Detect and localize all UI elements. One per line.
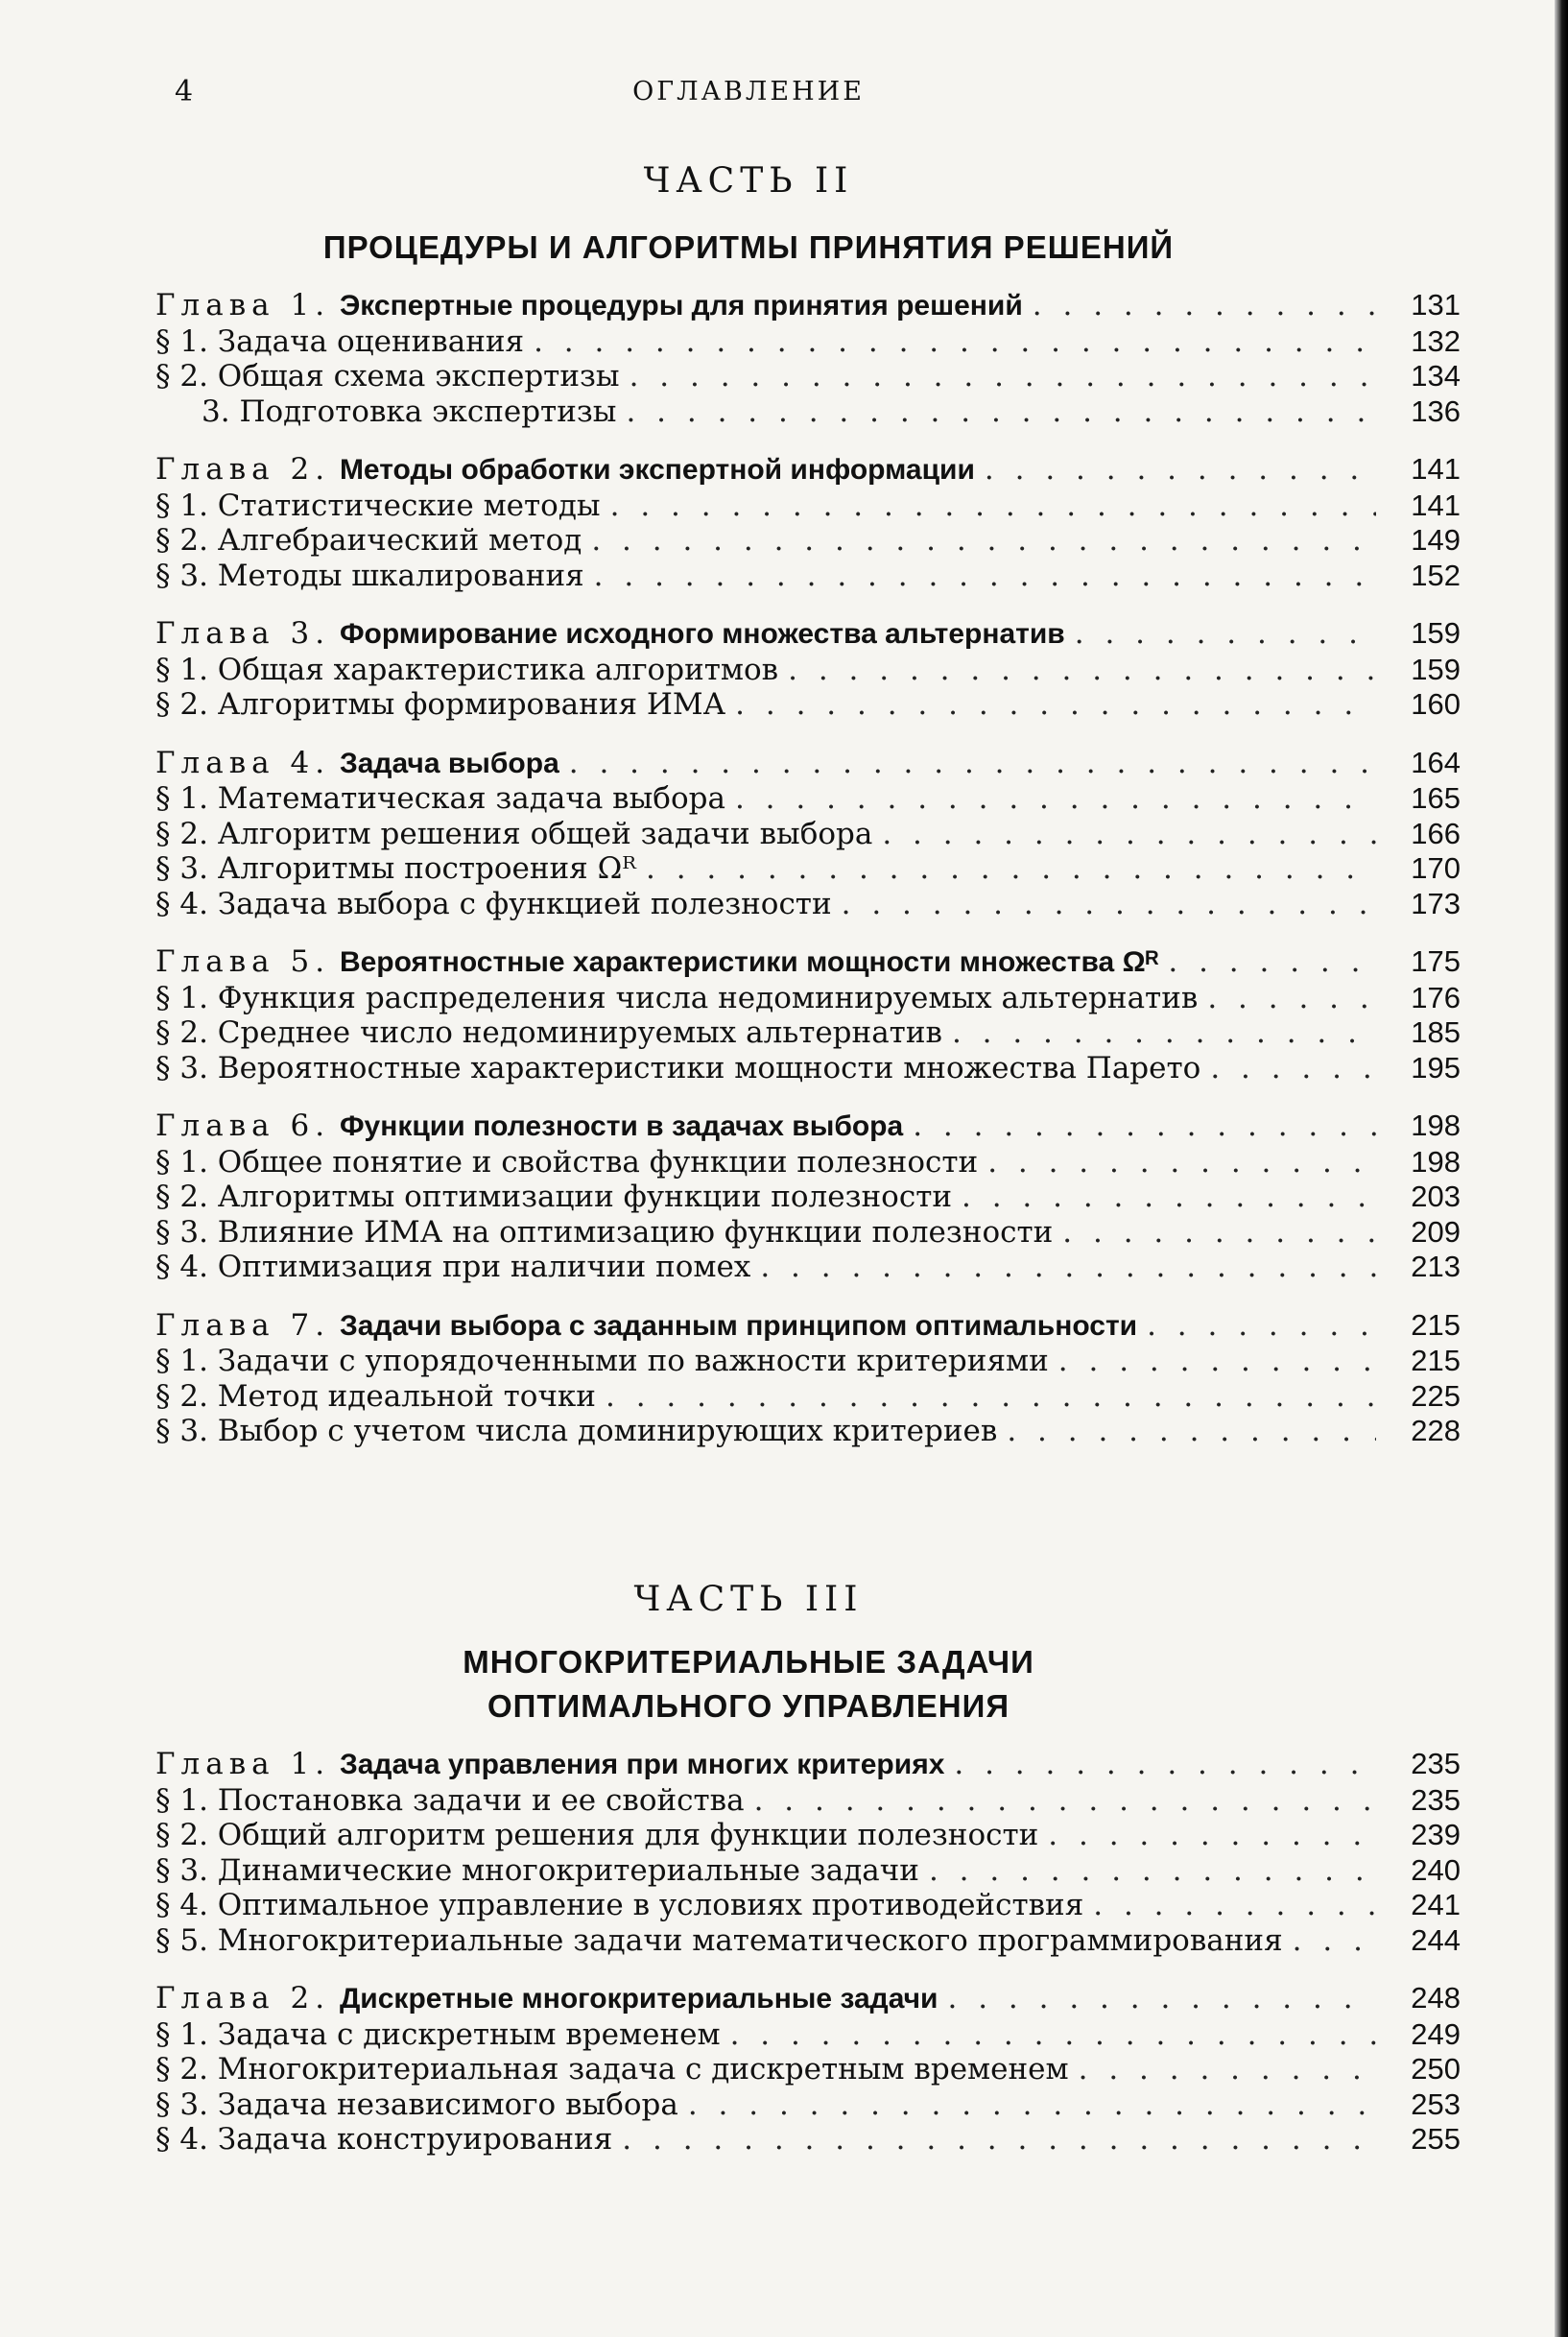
section-title: Задача независимого выбора — [217, 2087, 678, 2122]
section-entry — [155, 851, 1461, 887]
dot-leader — [962, 1180, 1376, 1215]
section-title: Алгоритмы формирования ИМА — [217, 687, 726, 722]
section-heading — [155, 1344, 1049, 1379]
chapter-heading — [155, 1747, 944, 1783]
section-entry — [155, 2087, 1461, 2123]
section-heading — [155, 1051, 1200, 1086]
dot-leader — [1093, 1888, 1376, 1923]
section-heading — [155, 817, 872, 852]
section-title: Оптимальное управление в условиях противодействия — [217, 1888, 1084, 1922]
section-number: § 3. — [155, 851, 208, 886]
section-heading — [155, 1853, 919, 1889]
section-page-number: 152 — [1411, 558, 1461, 592]
section-title: Функция распределения числа недоминируемых альтернатив — [217, 980, 1199, 1015]
dot-leader — [1048, 1818, 1376, 1853]
section-title: Влияние ИМА на оптимизацию функции полезности — [217, 1214, 1054, 1250]
section-number: § 3. — [155, 1214, 208, 1250]
section-heading — [155, 1414, 997, 1449]
section-page-number: 253 — [1411, 2087, 1461, 2121]
part-2-title: ПРОЦЕДУРЫ И АЛГОРИТМЫ ПРИНЯТИЯ РЕШЕНИЙ — [322, 229, 1175, 265]
dot-leader — [735, 781, 1376, 817]
section-page-number: 203 — [1411, 1180, 1461, 1213]
section-page-number: 249 — [1411, 2016, 1461, 2051]
section-entry — [155, 1783, 1461, 1819]
chapter-page-number: 198 — [1411, 1109, 1461, 1142]
chapter-page-number: 131 — [1411, 288, 1461, 322]
dot-leader — [606, 1379, 1376, 1415]
section-page-number: 176 — [1411, 980, 1461, 1014]
section-title: Статистические методы — [217, 488, 601, 523]
section-heading — [155, 1888, 1083, 1923]
page-header — [0, 75, 1568, 113]
section-entry — [155, 559, 1461, 594]
chapter-title: Вероятностные характеристики мощности множества Ωᴿ — [339, 946, 1159, 978]
chapter-heading — [155, 616, 1065, 653]
section-heading — [155, 1783, 745, 1819]
dot-leader — [1147, 1308, 1376, 1344]
chapter-label: Глава 4. — [155, 745, 331, 780]
section-number: § 3. — [155, 1852, 208, 1888]
dot-leader — [952, 1015, 1376, 1051]
dot-leader — [1079, 2052, 1376, 2087]
dot-leader — [688, 2087, 1376, 2123]
section-entry — [155, 1379, 1461, 1415]
section-number: § 1. — [155, 980, 208, 1015]
chapter-title: Задача управления при многих критериях — [339, 1749, 945, 1780]
section-heading — [155, 1145, 978, 1180]
section-title: Задача конструирования — [217, 2122, 613, 2157]
section-number: § 1. — [155, 488, 208, 523]
section-page-number: 166 — [1411, 816, 1461, 850]
section-title: Алгоритм решения общей задачи выбора — [217, 816, 873, 851]
chapter-entry — [155, 452, 1461, 489]
section-page-number: 195 — [1411, 1050, 1461, 1085]
toc-part-3 — [155, 1747, 1461, 2158]
section-title: Общее понятие и свойства функции полезности — [217, 1144, 979, 1180]
dot-leader — [730, 2017, 1376, 2053]
section-entry — [155, 781, 1461, 817]
section-number: § 3. — [155, 2087, 208, 2122]
dot-leader — [610, 489, 1376, 524]
part-3-label: ЧАСТЬ III — [633, 1580, 864, 1619]
section-number: § 4. — [155, 886, 208, 921]
chapter-label: Глава 1. — [155, 1747, 331, 1781]
section-entry — [155, 523, 1461, 559]
section-heading — [155, 1923, 1283, 1959]
section-page-number: 159 — [1411, 652, 1461, 686]
chapter-entry — [155, 288, 1461, 324]
dot-leader — [1033, 288, 1376, 323]
section-title: Алгоритмы построения Ωᴿ — [217, 851, 636, 886]
dot-leader — [1210, 1051, 1376, 1086]
dot-leader — [1007, 1414, 1376, 1449]
section-heading — [155, 1379, 596, 1415]
section-heading — [155, 687, 725, 723]
section-page-number: 255 — [1411, 2122, 1461, 2156]
section-entry — [155, 1145, 1461, 1180]
dot-leader — [534, 324, 1376, 360]
section-page-number: 136 — [1411, 393, 1461, 428]
dot-leader — [594, 559, 1376, 594]
section-heading — [155, 2087, 678, 2123]
section-number: § 1. — [155, 1782, 208, 1818]
chapter-heading — [155, 1308, 1137, 1345]
section-page-number: 239 — [1411, 1818, 1461, 1851]
section-page-number: 132 — [1411, 323, 1461, 358]
section-number: § 1. — [155, 323, 208, 359]
dot-leader — [954, 1747, 1376, 1782]
chapter-title: Экспертные процедуры для принятия решений — [339, 290, 1023, 322]
dot-leader — [760, 1250, 1376, 1285]
section-title: Вероятностные характеристики мощности множества Парето — [217, 1050, 1201, 1085]
section-title: Алгебраический метод — [217, 523, 582, 558]
section-entry — [155, 1853, 1461, 1889]
section-number: § 1. — [155, 1344, 208, 1378]
chapter-label: Глава 6. — [155, 1109, 331, 1143]
section-page-number: 240 — [1411, 1852, 1461, 1887]
dot-leader — [754, 1783, 1376, 1819]
section-heading — [155, 1250, 750, 1285]
section-entry — [155, 887, 1461, 922]
dot-leader — [735, 687, 1376, 723]
chapter-heading — [155, 944, 1158, 981]
section-entry — [155, 1818, 1461, 1853]
section-page-number: 215 — [1411, 1344, 1461, 1377]
section-title: Математическая задача выбора — [217, 781, 725, 816]
section-page-number: 250 — [1411, 2052, 1461, 2086]
section-title: Методы шкалирования — [217, 558, 584, 593]
section-entry — [155, 1414, 1461, 1449]
chapter-label: Глава 2. — [155, 452, 331, 487]
section-number: § 2. — [155, 523, 208, 558]
chapter-page-number: 159 — [1411, 616, 1461, 650]
section-heading — [155, 324, 524, 360]
dot-leader — [1293, 1923, 1376, 1959]
dot-leader — [882, 817, 1376, 852]
section-title: Задачи с упорядоченными по важности критериями — [217, 1344, 1049, 1378]
section-heading — [155, 359, 620, 394]
section-page-number: 134 — [1411, 359, 1461, 393]
section-heading — [155, 2017, 721, 2053]
section-title: Задача с дискретным временем — [217, 2016, 721, 2052]
section-page-number: 170 — [1411, 851, 1461, 885]
section-entry — [155, 1923, 1461, 1959]
dot-leader — [948, 1981, 1377, 2016]
section-heading — [155, 1818, 1038, 1853]
dot-leader — [1168, 944, 1376, 980]
dot-leader — [1062, 1215, 1376, 1251]
chapter-entry — [155, 1109, 1461, 1145]
dot-leader — [591, 523, 1376, 559]
section-number: § 2. — [155, 1818, 208, 1852]
section-heading — [155, 781, 725, 817]
section-heading — [155, 981, 1198, 1016]
section-entry — [155, 359, 1461, 394]
section-page-number: 225 — [1411, 1378, 1461, 1413]
section-title: Среднее число недоминируемых альтернатив — [217, 1015, 942, 1050]
chapter-label: Глава 1. — [155, 288, 331, 322]
section-heading — [155, 653, 778, 688]
dot-leader — [1075, 616, 1376, 652]
chapter-title: Формирование исходного множества альтернатив — [339, 618, 1065, 650]
chapter-heading — [155, 1981, 938, 2017]
chapter-heading — [155, 452, 975, 489]
section-page-number: 198 — [1411, 1144, 1461, 1179]
chapter-entry — [155, 1981, 1461, 2017]
page-edge-shadow — [1555, 0, 1568, 2337]
dot-leader — [630, 359, 1376, 394]
chapter-page-number: 175 — [1411, 944, 1461, 978]
section-number: 3. — [202, 393, 230, 429]
chapter-heading — [155, 746, 559, 782]
chapter-entry — [155, 1308, 1461, 1345]
section-number: § 2. — [155, 1015, 208, 1050]
running-head: ОГЛАВЛЕНИЕ — [632, 77, 865, 107]
section-number: § 2. — [155, 359, 208, 393]
section-number: § 4. — [155, 1888, 208, 1922]
chapter-label: Глава 2. — [155, 1981, 331, 2015]
chapter-heading — [155, 1109, 903, 1145]
section-entry — [155, 817, 1461, 852]
section-page-number: 185 — [1411, 1015, 1461, 1049]
section-heading — [155, 851, 636, 887]
section-number: § 2. — [155, 1378, 208, 1414]
part-3-title-line-1: МНОГОКРИТЕРИАЛЬНЫЕ ЗАДАЧИ — [463, 1644, 1034, 1680]
section-page-number: 235 — [1411, 1782, 1461, 1817]
section-number: § 5. — [155, 1922, 208, 1958]
dot-leader — [626, 394, 1376, 430]
section-title: Подготовка экспертизы — [239, 393, 617, 429]
section-title: Постановка задачи и ее свойства — [217, 1782, 745, 1818]
chapter-entry — [155, 746, 1461, 782]
dot-leader — [646, 851, 1376, 887]
section-number: § 2. — [155, 816, 208, 851]
section-entry — [155, 394, 1461, 430]
section-page-number: 165 — [1411, 781, 1461, 815]
section-number: § 2. — [155, 687, 208, 722]
section-entry — [155, 1180, 1461, 1215]
chapter-label: Глава 3. — [155, 616, 331, 651]
part-2-label: ЧАСТЬ II — [643, 161, 854, 201]
section-number: § 1. — [155, 2016, 208, 2052]
section-page-number: 213 — [1411, 1250, 1461, 1283]
section-number: § 4. — [155, 2122, 208, 2157]
dot-leader — [985, 452, 1376, 488]
section-entry — [155, 1250, 1461, 1285]
section-title: Задача оценивания — [217, 323, 525, 359]
section-entry — [155, 1051, 1461, 1086]
chapter-title: Задача выбора — [339, 747, 559, 779]
dot-leader — [1207, 981, 1376, 1016]
section-page-number: 149 — [1411, 523, 1461, 557]
chapter-title: Функции полезности в задачах выбора — [339, 1110, 904, 1142]
section-title: Выбор с учетом числа доминирующих критериев — [217, 1414, 998, 1448]
chapter-page-number: 141 — [1411, 452, 1461, 486]
section-number: § 3. — [155, 1050, 208, 1085]
dot-leader — [929, 1853, 1376, 1889]
chapter-label: Глава 7. — [155, 1307, 331, 1343]
section-title: Оптимизация при наличии помех — [217, 1250, 751, 1284]
section-entry — [155, 653, 1461, 688]
section-number: § 1. — [155, 1144, 208, 1180]
chapter-page-number: 215 — [1411, 1307, 1461, 1342]
section-title: Общая схема экспертизы — [217, 359, 620, 393]
section-number: § 4. — [155, 1250, 208, 1284]
section-title: Динамические многокритериальные задачи — [217, 1852, 919, 1888]
section-heading — [155, 523, 582, 559]
part-3-title-line-2: ОПТИМАЛЬНОГО УПРАВЛЕНИЯ — [487, 1688, 1010, 1724]
chapter-heading — [155, 288, 1023, 324]
chapter-page-number: 164 — [1411, 745, 1461, 779]
section-heading — [155, 1180, 952, 1215]
section-title: Метод идеальной точки — [217, 1378, 596, 1414]
section-entry — [155, 2052, 1461, 2087]
section-entry — [155, 2017, 1461, 2053]
chapter-entry — [155, 1747, 1461, 1783]
section-entry — [155, 324, 1461, 360]
section-title: Алгоритмы оптимизации функции полезности — [217, 1180, 953, 1214]
section-heading — [155, 2122, 612, 2158]
section-page-number: 209 — [1411, 1214, 1461, 1249]
section-page-number: 228 — [1411, 1414, 1461, 1447]
section-entry — [155, 981, 1461, 1016]
section-heading — [202, 394, 616, 430]
dot-leader — [842, 887, 1376, 922]
section-page-number: 244 — [1411, 1922, 1461, 1957]
section-heading — [155, 1015, 942, 1051]
dot-leader — [569, 746, 1376, 781]
section-heading — [155, 1215, 1053, 1251]
section-title: Задача выбора с функцией полезности — [217, 886, 832, 921]
section-title: Многокритериальная задача с дискретным временем — [217, 2052, 1069, 2087]
section-number: § 2. — [155, 2052, 208, 2087]
section-number: § 3. — [155, 1414, 208, 1448]
section-heading — [155, 2052, 1069, 2087]
section-entry — [155, 1344, 1461, 1379]
chapter-title: Методы обработки экспертной информации — [339, 454, 975, 486]
page-number: 4 — [175, 75, 194, 108]
section-heading — [155, 559, 584, 594]
section-heading — [155, 887, 832, 922]
section-page-number: 241 — [1411, 1888, 1461, 1921]
section-entry — [155, 687, 1461, 723]
section-entry — [155, 1015, 1461, 1051]
dot-leader — [1058, 1344, 1376, 1379]
chapter-title: Задачи выбора с заданным принципом оптимальности — [339, 1309, 1138, 1342]
section-number: § 3. — [155, 558, 208, 593]
dot-leader — [622, 2122, 1376, 2158]
section-entry — [155, 489, 1461, 524]
section-title: Общая характеристика алгоритмов — [217, 652, 779, 687]
section-title: Многокритериальные задачи математического программирования — [217, 1922, 1283, 1958]
section-page-number: 160 — [1411, 687, 1461, 721]
section-number: § 1. — [155, 652, 208, 687]
section-page-number: 141 — [1411, 488, 1461, 522]
dot-leader — [987, 1145, 1376, 1180]
dot-leader — [913, 1109, 1376, 1144]
chapter-label: Глава 5. — [155, 944, 331, 979]
section-title: Общий алгоритм решения для функции полезности — [217, 1818, 1039, 1852]
section-entry — [155, 1888, 1461, 1923]
chapter-page-number: 235 — [1411, 1747, 1461, 1780]
section-entry — [155, 1215, 1461, 1251]
section-entry — [155, 2122, 1461, 2158]
section-number: § 2. — [155, 1180, 208, 1214]
chapter-entry — [155, 944, 1461, 981]
section-page-number: 173 — [1411, 886, 1461, 920]
section-number: § 1. — [155, 781, 208, 816]
dot-leader — [788, 653, 1376, 688]
chapter-title: Дискретные многокритериальные задачи — [339, 1983, 938, 2015]
toc-part-2 — [155, 288, 1461, 1449]
chapter-entry — [155, 616, 1461, 653]
chapter-page-number: 248 — [1411, 1981, 1461, 2015]
section-heading — [155, 489, 601, 524]
